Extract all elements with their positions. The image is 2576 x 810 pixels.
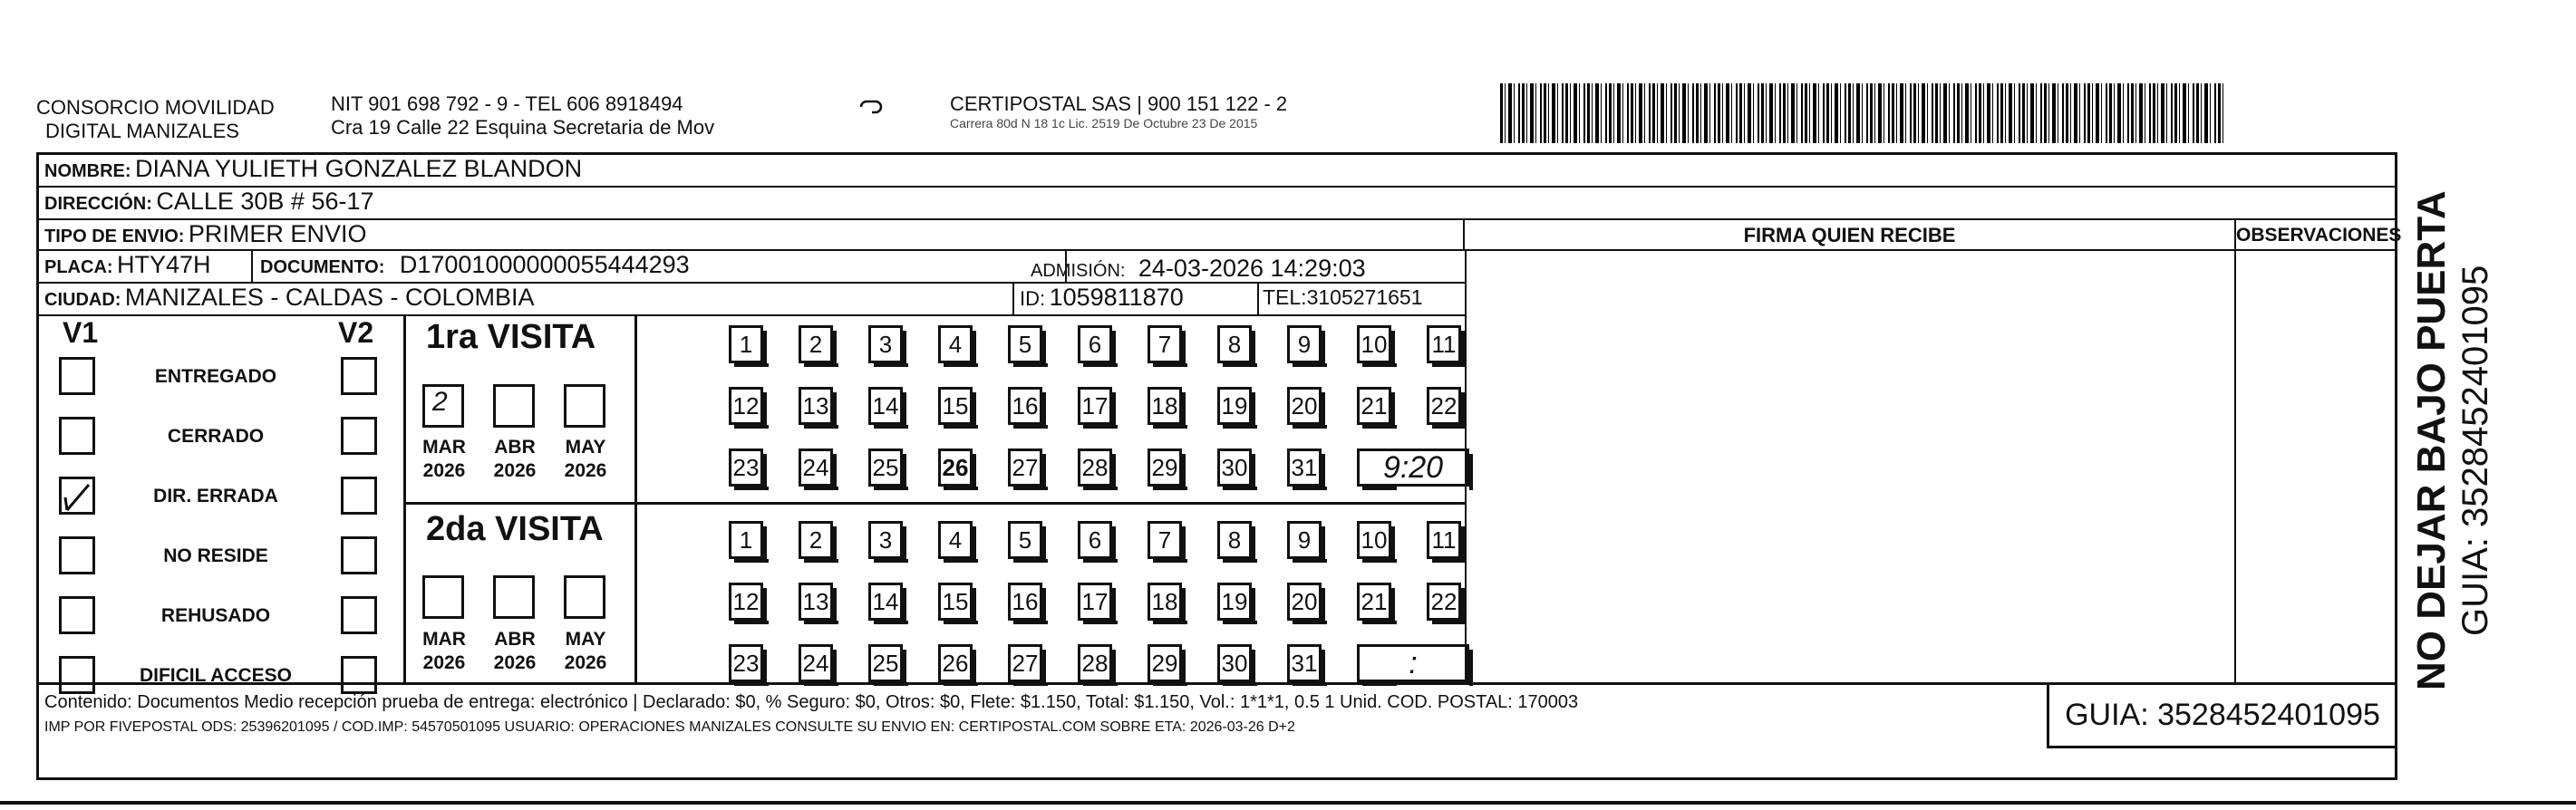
day-box[interactable]: 25 (868, 448, 903, 487)
company-line1: CONSORCIO MOVILIDAD (36, 96, 275, 119)
month-box[interactable]: 2 (422, 384, 464, 428)
day-box[interactable]: 20 (1287, 583, 1322, 621)
day-box[interactable]: 10 (1357, 521, 1391, 559)
day-box[interactable]: 26 (938, 448, 973, 487)
option-label: NO RESIDE (163, 545, 268, 566)
month-label (558, 628, 613, 675)
day-box[interactable]: 19 (1217, 387, 1252, 425)
nombre-value: DIANA YULIETH GONZALEZ BLANDON (135, 155, 583, 182)
nit-line: NIT 901 698 792 - 9 - TEL 606 8918494 (331, 92, 683, 115)
day-box[interactable]: 12 (729, 583, 763, 621)
day-box[interactable]: 1 (729, 325, 763, 363)
option-label: REHUSADO (160, 605, 271, 626)
day-box[interactable]: 24 (799, 448, 833, 487)
tel-label: TEL: (1263, 285, 1307, 309)
certipostal-info (950, 92, 1287, 130)
day-box[interactable]: 9 (1287, 325, 1322, 363)
day-box[interactable]: 14 (868, 387, 903, 425)
company-contact (331, 92, 714, 140)
day-box[interactable]: 4 (938, 521, 973, 559)
time-box[interactable]: : (1357, 644, 1469, 682)
day-box[interactable]: 5 (1008, 521, 1042, 559)
day-box[interactable]: 22 (1427, 387, 1461, 425)
day-box[interactable]: 1 (729, 521, 763, 559)
v2-checkbox[interactable] (341, 417, 377, 455)
footer (39, 682, 2396, 780)
nombre-label: NOMBRE: (44, 161, 131, 181)
row-ciudad (39, 284, 1465, 316)
day-box[interactable]: 29 (1148, 644, 1182, 682)
day-box[interactable]: 2 (799, 521, 833, 559)
id-label: ID: (1020, 287, 1046, 310)
day-box[interactable]: 13 (799, 387, 833, 425)
certipostal-logo-icon (857, 98, 885, 116)
day-box[interactable]: 11 (1427, 325, 1461, 363)
day-box[interactable]: 15 (938, 387, 973, 425)
month-box[interactable] (422, 575, 464, 619)
tel-cell (1263, 285, 1462, 314)
day-box[interactable]: 17 (1078, 583, 1112, 621)
month-year: 2026 (422, 460, 466, 481)
company-name (36, 96, 275, 143)
footer-line2: IMP POR FIVEPOSTAL ODS: 25396201095 / COD.IMP: 54570501095 USUARIO: OPERACIONES MANIZALES CONSULTE SU ENVIO EN: CERTIPOSTAL.COM SOBRE ETA: 2026-03-26 D+2 (44, 719, 1295, 735)
day-box[interactable]: 10 (1357, 325, 1391, 363)
scan-edge (0, 801, 2576, 805)
side-warning: NO DEJAR BAJO PUERTA (2409, 190, 2454, 690)
day-box[interactable]: 26 (938, 644, 973, 682)
row-direccion (39, 188, 2396, 220)
month-name: MAY (565, 437, 606, 458)
day-box[interactable]: 29 (1148, 448, 1182, 487)
day-box[interactable]: 23 (729, 644, 763, 682)
ciudad-label: CIUDAD: (44, 290, 121, 310)
day-box[interactable]: 27 (1008, 644, 1042, 682)
ciudad-cell (44, 284, 1014, 314)
day-box[interactable]: 6 (1078, 325, 1112, 363)
day-box[interactable]: 8 (1217, 325, 1252, 363)
v1-checkbox[interactable] (59, 477, 95, 515)
row-nombre (39, 155, 2396, 188)
day-box[interactable]: 22 (1427, 583, 1461, 621)
v2-checkbox[interactable] (341, 536, 377, 574)
day-box[interactable]: 27 (1008, 448, 1042, 487)
tipo-label: TIPO DE ENVIO: (44, 227, 185, 246)
visit-1-section (406, 316, 1465, 505)
month-year: 2026 (493, 652, 537, 673)
v1-checkbox[interactable] (59, 417, 95, 455)
v2-checkbox[interactable] (341, 357, 377, 395)
month-year: 2026 (493, 460, 537, 481)
day-box[interactable]: 3 (868, 521, 903, 559)
day-box[interactable]: 7 (1148, 521, 1182, 559)
placa-cell (44, 251, 253, 282)
row-placa (39, 251, 1465, 284)
id-value: 1059811870 (1049, 284, 1184, 311)
footer-guia: GUIA: 3528452401095 (2065, 698, 2380, 732)
month-label (558, 436, 613, 483)
day-box[interactable]: 6 (1078, 521, 1112, 559)
month-box[interactable] (493, 384, 535, 428)
month-label (488, 628, 542, 675)
visit-2-section (406, 505, 1465, 682)
time-box[interactable]: 9:20 (1357, 448, 1469, 487)
day-box[interactable]: 8 (1217, 521, 1252, 559)
month-name: ABR (494, 629, 536, 650)
day-box[interactable]: 5 (1008, 325, 1042, 363)
month-name: ABR (494, 437, 536, 458)
visit-2-title: 2da VISITA (426, 510, 604, 548)
day-box[interactable]: 28 (1078, 448, 1112, 487)
month-name: MAR (422, 437, 466, 458)
placa-value: HTY47H (117, 251, 211, 278)
documento-label: DOCUMENTO: (260, 257, 385, 277)
day-box[interactable]: 4 (938, 325, 973, 363)
footer-line1: Contenido: Documentos Medio recepción prueba de entrega: electrónico | Declarado: $0, % Seguro: $0, Otros: $0, Flete: $1.150, Total: $1.150, Vol.: 1*1*1, 0.5 1 Unid. COD. POSTAL: 170003 (44, 692, 1579, 712)
admision-label: ADMISIÓN: (1031, 261, 1126, 281)
v1-label: V1 (63, 316, 99, 349)
day-box[interactable]: 2 (799, 325, 833, 363)
day-box[interactable]: 20 (1287, 387, 1322, 425)
ciudad-value: MANIZALES - CALDAS - COLOMBIA (124, 284, 535, 311)
month-box[interactable] (564, 384, 605, 428)
option-label: DIR. ERRADA (153, 486, 278, 506)
day-box[interactable]: 14 (868, 583, 903, 621)
side-text (2404, 183, 2558, 690)
day-box[interactable]: 12 (729, 387, 763, 425)
firma-area[interactable] (1465, 251, 2236, 682)
day-box[interactable]: 18 (1148, 583, 1182, 621)
option-label: CERRADO (167, 426, 265, 447)
certipostal-line1: CERTIPOSTAL SAS | 900 151 122 - 2 (950, 92, 1288, 115)
v2-checkbox[interactable] (341, 596, 377, 634)
day-box[interactable]: 17 (1078, 387, 1112, 425)
direccion-label: DIRECCIÓN: (44, 194, 152, 214)
month-label (488, 436, 542, 483)
id-cell (1014, 284, 1259, 314)
day-box[interactable]: 7 (1148, 325, 1182, 363)
month-year: 2026 (564, 652, 607, 673)
day-box[interactable]: 25 (868, 644, 903, 682)
v1-checkbox[interactable] (59, 357, 95, 395)
day-box[interactable]: 24 (799, 644, 833, 682)
day-box[interactable]: 30 (1217, 644, 1252, 682)
day-box[interactable]: 16 (1008, 387, 1042, 425)
barcode (1500, 83, 2225, 143)
month-label (417, 436, 471, 483)
row-tipo (39, 220, 1465, 251)
documento-cell (260, 251, 1067, 282)
delivery-form (36, 152, 2402, 780)
options-section (39, 316, 406, 686)
v1-checkbox[interactable] (59, 536, 95, 574)
day-box[interactable]: 19 (1217, 583, 1252, 621)
day-box[interactable]: 16 (1008, 583, 1042, 621)
day-box[interactable]: 31 (1287, 448, 1322, 487)
day-box[interactable]: 28 (1078, 644, 1112, 682)
side-guia: GUIA: 3528452401095 (2455, 265, 2495, 636)
month-name: MAR (422, 629, 466, 650)
day-box[interactable]: 23 (729, 448, 763, 487)
month-year: 2026 (564, 460, 607, 481)
direccion-value: CALLE 30B # 56-17 (156, 188, 374, 215)
month-box[interactable] (564, 575, 605, 619)
observaciones-header: OBSERVACIONES (2236, 220, 2396, 251)
placa-label: PLACA: (44, 257, 113, 277)
documento-value: D17001000000055444293 (399, 251, 690, 278)
address-line: Cra 19 Calle 22 Esquina Secretaria de Mov (331, 116, 715, 139)
tipo-value: PRIMER ENVIO (188, 220, 367, 247)
v2-checkbox[interactable] (341, 477, 377, 515)
v2-label: V2 (338, 316, 374, 349)
month-name: MAY (565, 629, 606, 650)
certipostal-line2: Carrera 80d N 18 1c Lic. 2519 De Octubre 23 De 2015 (950, 116, 1258, 130)
company-line2: DIGITAL MANIZALES (45, 120, 239, 142)
day-box[interactable]: 21 (1357, 387, 1391, 425)
month-box[interactable] (493, 575, 535, 619)
v1-checkbox[interactable] (59, 596, 95, 634)
option-label: DIFICIL ACCESO (139, 665, 292, 686)
day-box[interactable]: 31 (1287, 644, 1322, 682)
day-box[interactable]: 3 (868, 325, 903, 363)
admision-cell (1027, 255, 1462, 282)
admision-value: 24-03-2026 14:29:03 (1138, 255, 1366, 282)
day-box[interactable]: 9 (1287, 521, 1322, 559)
day-box[interactable]: 18 (1148, 387, 1182, 425)
day-box[interactable]: 21 (1357, 583, 1391, 621)
visit-1-title: 1ra VISITA (426, 318, 596, 356)
tel-value: 3105271651 (1306, 285, 1423, 309)
day-box[interactable]: 30 (1217, 448, 1252, 487)
footer-guia-box (2047, 685, 2396, 748)
firma-header: FIRMA QUIEN RECIBE (1465, 220, 2236, 251)
month-label (417, 628, 471, 675)
day-box[interactable]: 11 (1427, 521, 1461, 559)
day-box[interactable]: 15 (938, 583, 973, 621)
day-box[interactable]: 13 (799, 583, 833, 621)
month-year: 2026 (422, 652, 466, 673)
observaciones-area[interactable] (2236, 251, 2396, 682)
option-label: ENTREGADO (154, 366, 277, 387)
